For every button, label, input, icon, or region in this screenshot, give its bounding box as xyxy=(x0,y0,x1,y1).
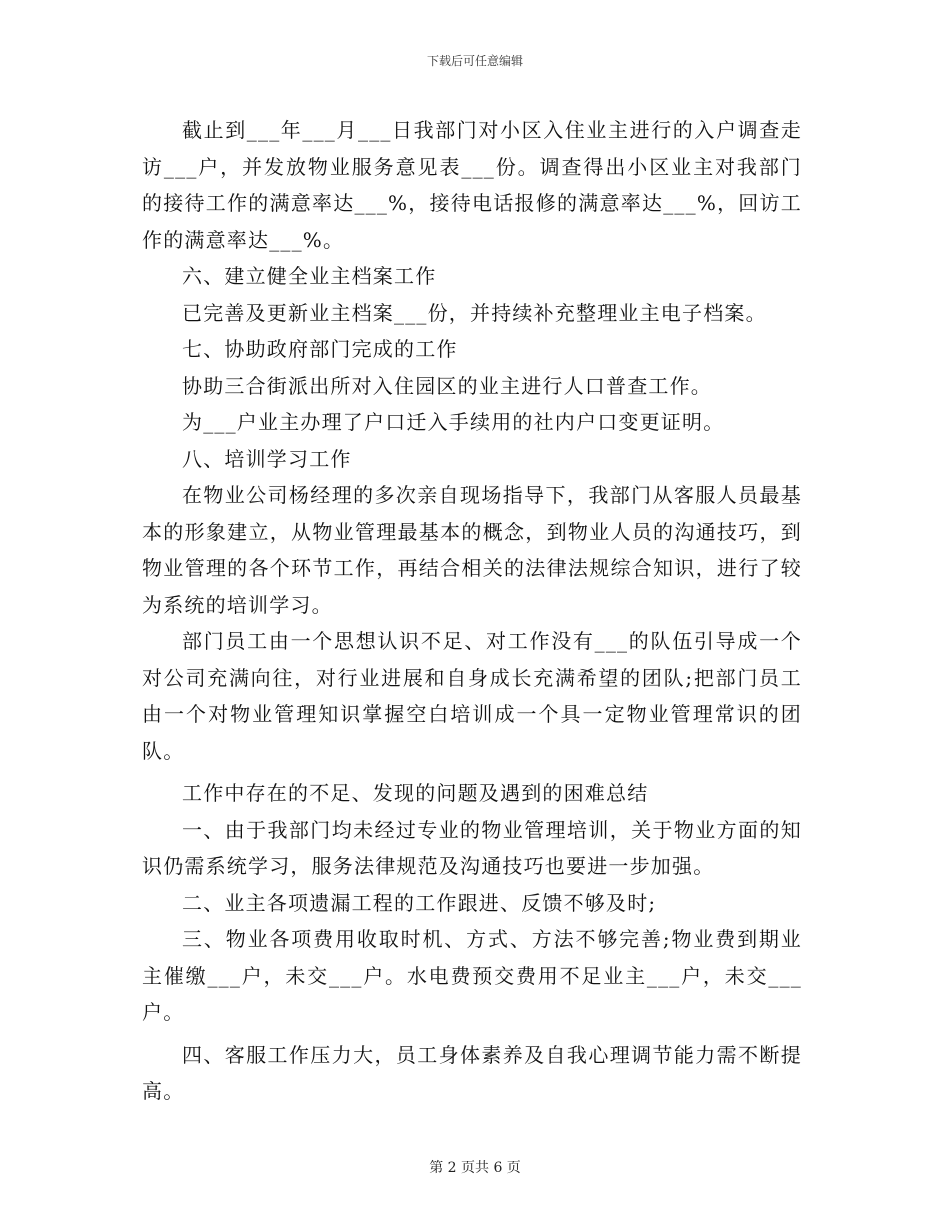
paragraph: 一、由于我部门均未经过专业的物业管理培训，关于物业方面的知识仍需系统学习，服务法律规范及沟通技巧也要进一步加强。 xyxy=(142,817,802,878)
page-footer: 第 2 页共 6 页 xyxy=(429,1160,521,1176)
paragraph: 三、物业各项费用收取时机、方式、方法不够完善;物业费到期业主催缴___户，未交___户。水电费预交费用不足业主___户，未交___户。 xyxy=(142,927,802,1024)
page-header: 下载后可任意编辑 xyxy=(426,54,523,68)
paragraph: 四、客服工作压力大，员工身体素养及自我心理调节能力需不断提高。 xyxy=(142,1042,802,1103)
paragraph: 截止到___年___月___日我部门对小区入住业主进行的入户调查走访___户，并发放物业服务意见表___份。调查得出小区业主对我部门的接待工作的满意率达___%，接待电话报修的满意率达___%，回访工作的满意率达___%。 xyxy=(142,118,802,252)
paragraph: 二、业主各项遗漏工程的工作跟进、反馈不够及时; xyxy=(182,890,657,915)
paragraph: 为___户业主办理了户口迁入手续用的社内户口变更证明。 xyxy=(182,410,725,434)
section-heading: 八、培训学习工作 xyxy=(182,446,352,471)
paragraph: 部门员工由一个思想认识不足、对工作没有___的队伍引导成一个对公司充满向往，对行业进展和自身成长充满希望的团队;把部门员工由一个对物业管理知识掌握空白培训成一个具一定物业管理常识的团队。 xyxy=(142,629,802,763)
paragraph: 在物业公司杨经理的多次亲自现场指导下，我部门从客服人员最基本的形象建立，从物业管理最基本的概念，到物业人员的沟通技巧，到物业管理的各个环节工作，再结合相关的法律法规综合知识，进行了较为系统的培训学习。 xyxy=(142,483,802,617)
paragraph: 协助三合街派出所对入住园区的业主进行人口普查工作。 xyxy=(182,373,712,398)
section-heading: 工作中存在的不足、发现的问题及遇到的困难总结 xyxy=(182,781,649,805)
section-heading: 七、协助政府部门完成的工作 xyxy=(182,337,458,361)
document-body xyxy=(142,112,802,1110)
section-heading: 六、建立健全业主档案工作 xyxy=(182,264,437,288)
paragraph: 已完善及更新业主档案___份，并持续补充整理业主电子档案。 xyxy=(182,300,767,325)
